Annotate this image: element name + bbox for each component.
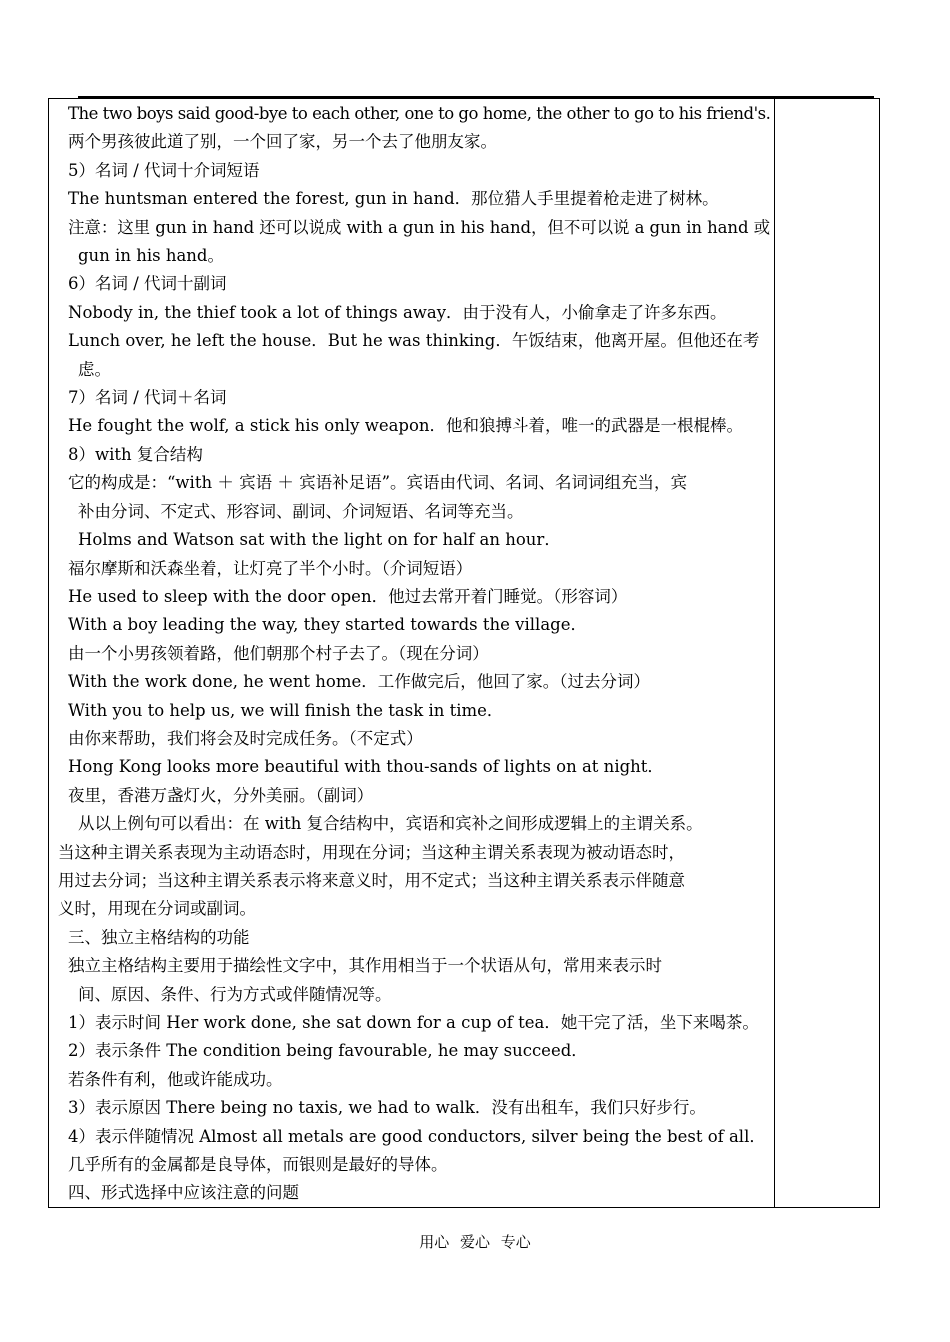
text-line: 义时，用现在分词或副词。 <box>58 899 256 919</box>
text-line: With a boy leading the way, they started towards the village． <box>68 615 587 635</box>
text-line: 4）表示伴随情况 Almost all metals are good conductors, silver being the best of all． <box>68 1126 766 1146</box>
text-line: 夜里，香港万盏灯火，分外美丽。（副词） <box>68 785 374 805</box>
text-line: Nobody in, the thief took a lot of things away．由于没有人，小偷拿走了许多东西。 <box>68 302 727 322</box>
section-heading: 8）with 复合结构 <box>68 444 203 464</box>
text-line: 补由分词、不定式、形容词、副词、介词短语、名词等充当。 <box>78 501 524 521</box>
text-line: Holms and Watson sat with the light on for half an hour． <box>78 530 561 550</box>
text-line: He used to sleep with the door open．他过去常开着门睡觉。（形容词） <box>68 586 628 606</box>
column-divider <box>774 98 775 1208</box>
text-line: Lunch over, he left the house．But he was thinking．午饭结束，他离开屋。但他还在考 <box>68 331 760 351</box>
section-heading: 6）名词 / 代词十副词 <box>68 274 227 294</box>
text-line: 几乎所有的金属都是良导体，而银则是最好的导体。 <box>68 1155 448 1175</box>
text-line: 1）表示时间 Her work done, she sat down for a cup of tea．她干完了活，坐下来喝茶。 <box>68 1013 759 1032</box>
text-line: 若条件有利，他或许能成功。 <box>68 1069 283 1089</box>
text-line: He fought the wolf, a stick his only weapon．他和狼搏斗着，唯一的武器是一根棍棒。 <box>68 416 744 436</box>
section-heading: 7）名词 / 代词＋名词 <box>68 388 227 408</box>
text-line: gun in his hand。 <box>78 246 224 266</box>
document-body <box>58 100 770 1208</box>
text-line: 从以上例句可以看出：在 with 复合结构中，宾语和宾补之间形成逻辑上的主谓关系。 <box>78 814 703 834</box>
text-line: Hong Kong looks more beautiful with thou-sands of lights on at night． <box>68 757 664 777</box>
text-line: The two boys said good-bye to each other, one to go home, the other to go to his friend's. <box>68 104 771 123</box>
text-line: With you to help us, we will finish the task in time． <box>68 700 504 720</box>
text-line: 由你来帮助，我们将会及时完成任务。（不定式） <box>68 728 423 748</box>
text-line: 注意：这里 gun in hand 还可以说成 with a gun in his hand，但不可以说 a gun in hand 或 <box>68 217 770 237</box>
text-line: With the work done, he went home．工作做完后，他回了家。（过去分词） <box>68 672 651 692</box>
text-line: 独立主格结构主要用于描绘性文字中，其作用相当于一个状语从句，常用来表示时 <box>68 956 662 976</box>
text-line: 虑。 <box>78 359 111 379</box>
text-line: 间、原因、条件、行为方式或伴随情况等。 <box>78 984 392 1004</box>
text-line: 由一个小男孩领着路，他们朝那个村子去了。（现在分词） <box>68 643 489 663</box>
text-line: 2）表示条件 The condition being favourable, he may succeed． <box>68 1041 588 1061</box>
section-heading: 四、形式选择中应该注意的问题 <box>68 1183 299 1203</box>
page-footer: 用心 爱心 专心 <box>419 1233 531 1251</box>
text-line: 当这种主谓关系表现为主动语态时，用现在分词；当这种主谓关系表现为被动语态时， <box>58 842 685 862</box>
text-line: The huntsman entered the forest, gun in hand．那位猎人手里提着枪走进了树林。 <box>68 189 719 209</box>
text-line: 3）表示原因 There being no taxis, we had to walk．没有出租车，我们只好步行。 <box>68 1098 706 1118</box>
section-heading: 三、独立主格结构的功能 <box>68 927 250 947</box>
text-line: 福尔摩斯和沃森坐着，让灯亮了半个小时。（介词短语） <box>68 558 473 578</box>
section-heading: 5）名词 / 代词十介词短语 <box>68 160 260 180</box>
text-line: 用过去分词；当这种主谓关系表示将来意义时，用不定式；当这种主谓关系表示伴随意 <box>58 870 685 890</box>
text-line: 两个男孩彼此道了别，一个回了家，另一个去了他朋友家。 <box>68 132 497 152</box>
text-line: 它的构成是：“with ＋ 宾语 ＋ 宾语补足语”。宾语由代词、名词、名词词组充当，宾 <box>68 473 688 493</box>
